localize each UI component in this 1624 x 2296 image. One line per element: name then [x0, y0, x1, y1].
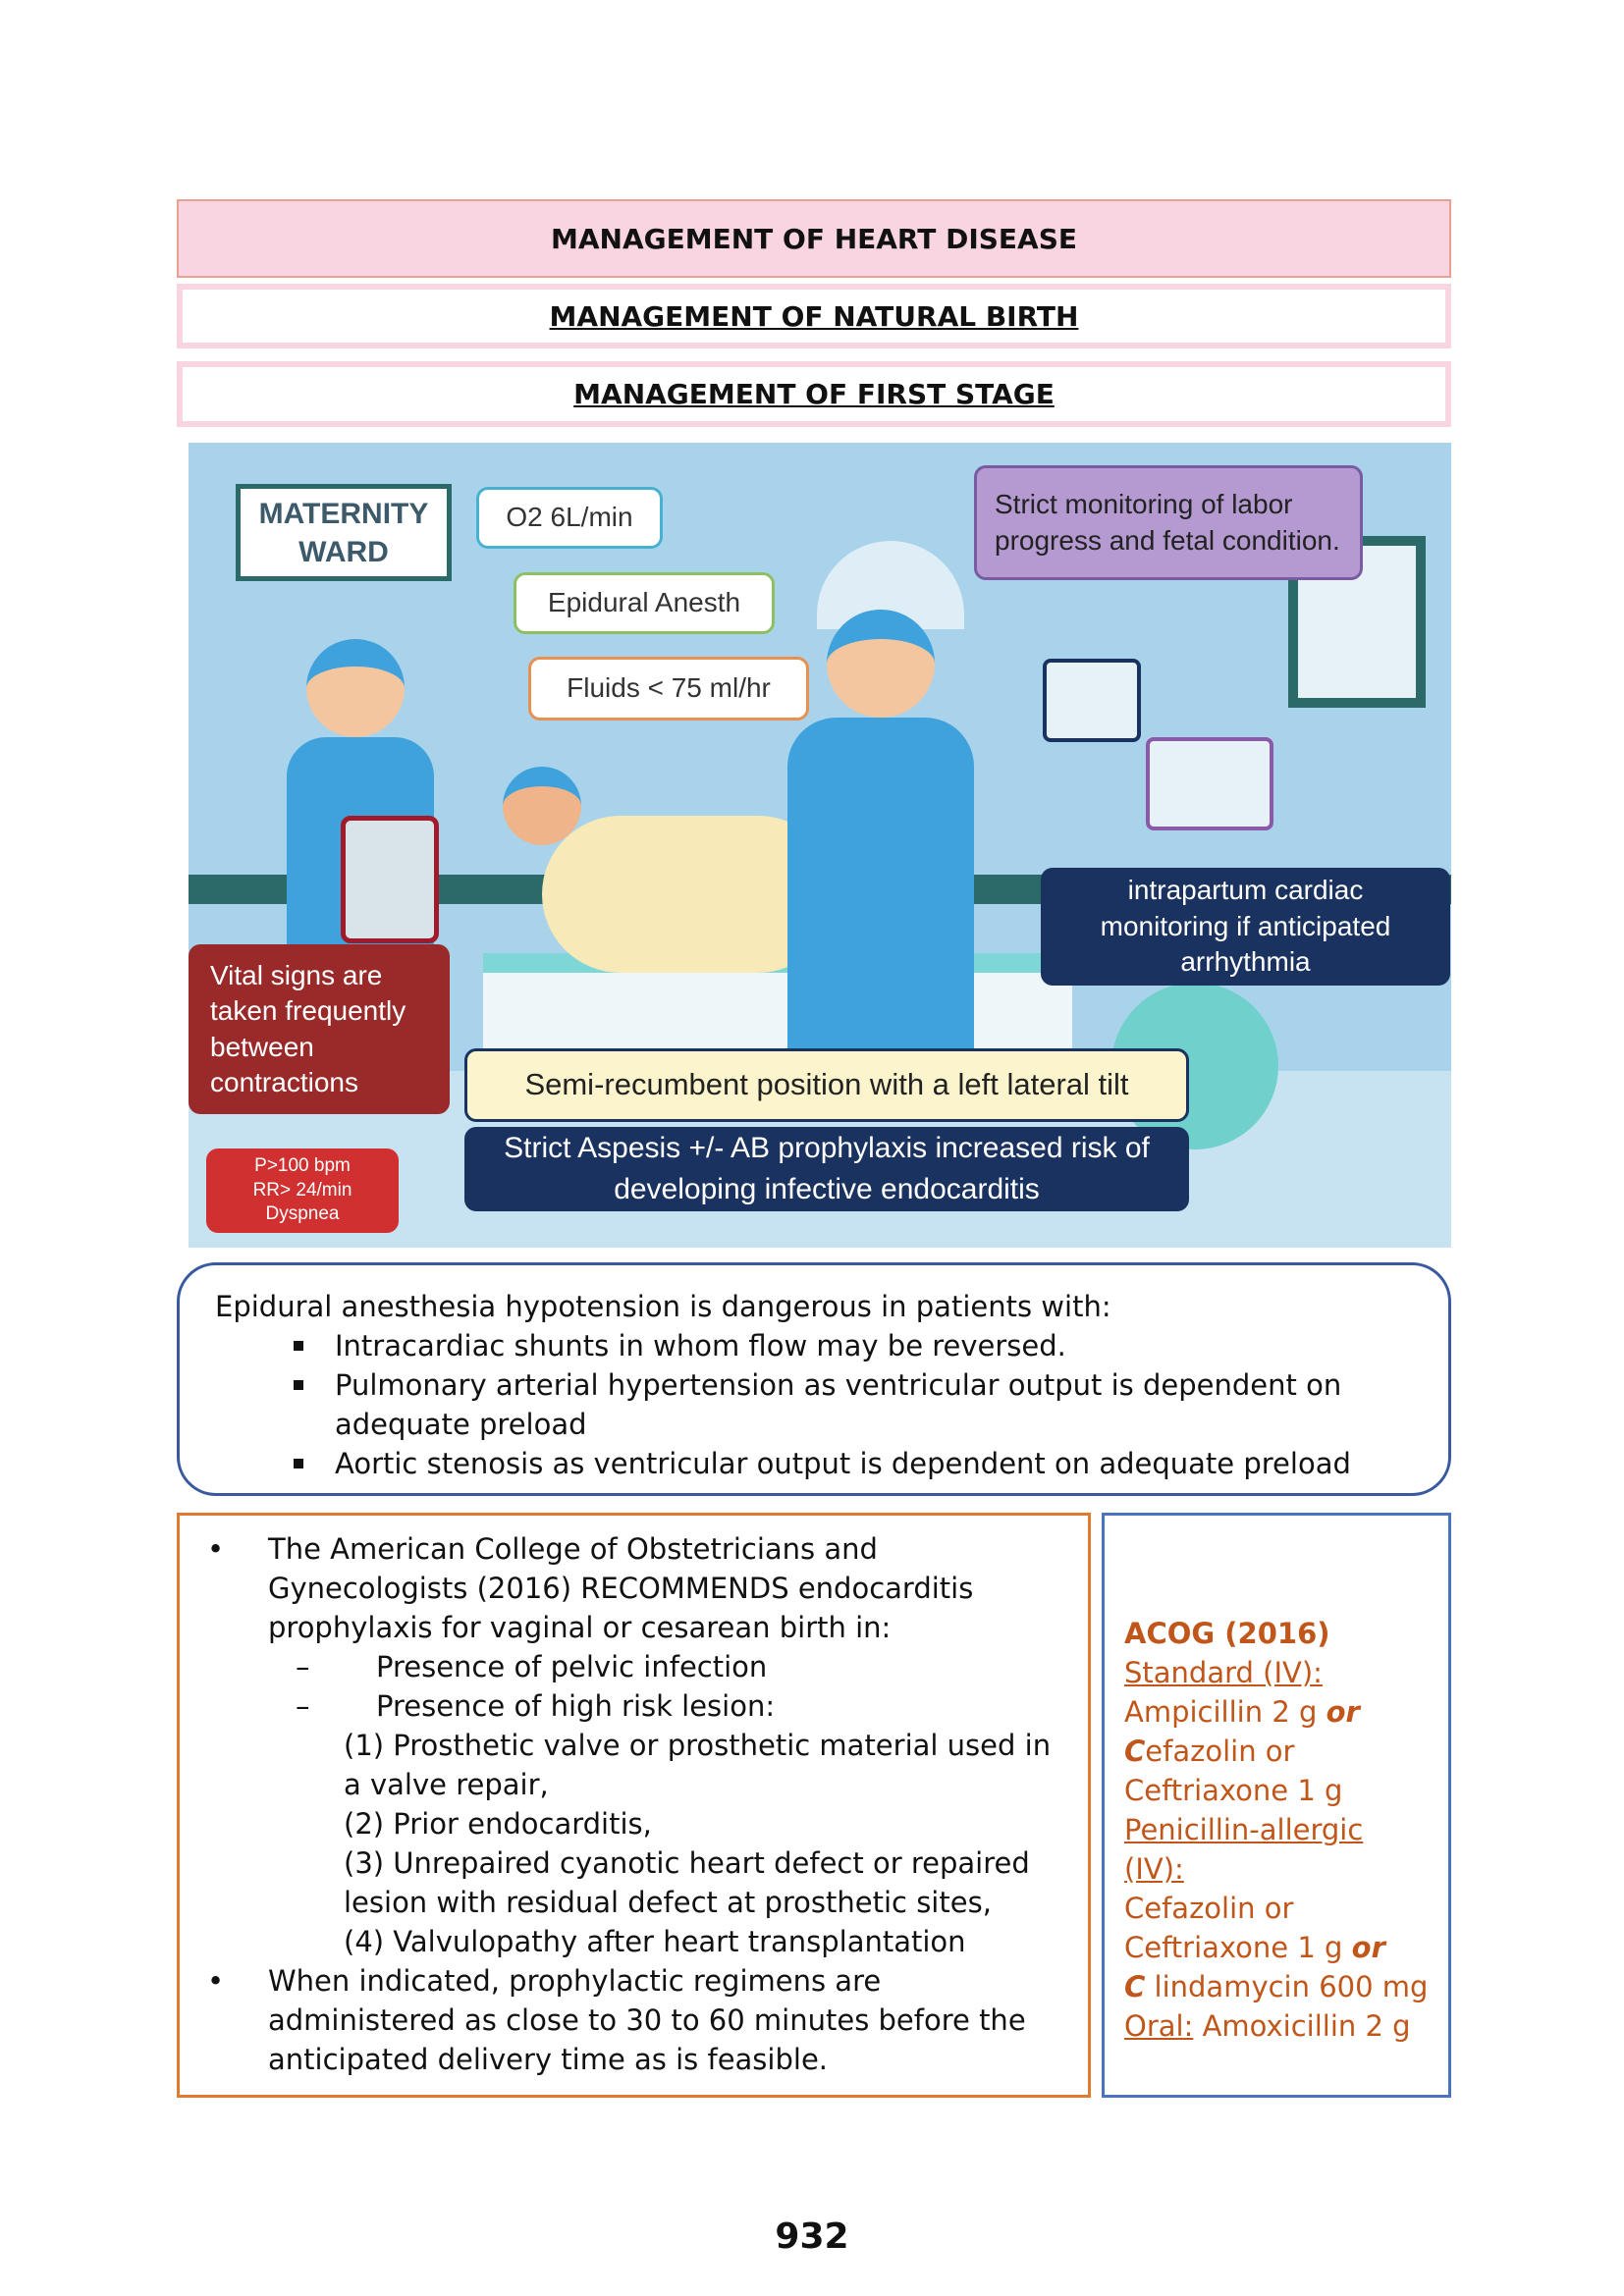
ecg-monitor-icon	[1043, 659, 1141, 742]
list-item: Pulmonary arterial hypertension as ventricular output is dependent on adequate preload	[294, 1365, 1413, 1444]
lesion-item: (2) Prior endocarditis,	[344, 1807, 652, 1841]
section-header: MANAGEMENT OF NATURAL BIRTH	[177, 284, 1451, 348]
labor-ward-illustration	[189, 443, 1451, 1248]
regimen-line	[1124, 1732, 1431, 1771]
drug-initial: C	[1124, 1735, 1146, 1768]
tablet	[341, 816, 439, 943]
fluids-label: Fluids < 75 ml/hr	[528, 657, 809, 721]
regimen-line: Cefazolin or	[1124, 1892, 1294, 1925]
regimen-line	[1124, 1928, 1431, 1967]
condition-text: Presence of pelvic infection	[376, 1650, 768, 1683]
regimen-line: Ceftriaxone 1 g	[1124, 1774, 1343, 1807]
lesion-item: (1) Prosthetic valve or prosthetic material used in a valve repair,	[344, 1729, 1052, 1801]
list-item: Aortic stenosis as ventricular output is dependent on adequate preload	[294, 1444, 1413, 1483]
oral-heading: Oral:	[1124, 2009, 1194, 2043]
warning-signs-box	[206, 1148, 399, 1233]
drug-initial: C	[1124, 1970, 1146, 2003]
allergic-heading: Penicillin-allergic (IV):	[1124, 1813, 1364, 1886]
regimen-line	[1124, 1692, 1431, 1732]
condition-high-risk	[199, 1686, 1068, 1726]
list-item: Intracardiac shunts in whom flow may be reversed.	[294, 1326, 1413, 1365]
cardiac-monitoring-label: intrapartum cardiac monitoring if anticipated arrhythmia	[1041, 868, 1450, 986]
regimen-title: ACOG (2016)	[1124, 1617, 1330, 1650]
or-text: or	[1351, 1931, 1385, 1964]
or-text: or	[1326, 1695, 1360, 1729]
o2-label: O2 6L/min	[476, 487, 663, 549]
dash-marker: –	[296, 1689, 310, 1723]
lesion-item: (4) Valvulopathy after heart transplantation	[344, 1925, 966, 1958]
doctor-body	[787, 718, 974, 1091]
acog-regimen-box	[1102, 1513, 1451, 2098]
page-number: 932	[775, 2216, 849, 2257]
drug-text: lindamycin 600 mg	[1145, 1970, 1429, 2003]
doctor-head	[827, 610, 935, 718]
epidural-hypotension-box	[177, 1262, 1451, 1496]
recommendation-text: • The American College of Obstetricians and Gynecologists (2016) RECOMMENDS endocarditis prophylaxis for vaginal or cesarean birth in:	[199, 1529, 1068, 1647]
drug-text: Ampicillin 2 g	[1124, 1695, 1326, 1729]
drug-text: Ceftriaxone 1 g	[1124, 1931, 1352, 1964]
vital-signs-label: Vital signs are taken frequently between contractions	[189, 944, 450, 1114]
position-label: Semi-recumbent position with a left lateral tilt	[464, 1048, 1189, 1122]
fetal-monitor-icon	[1146, 737, 1273, 830]
asepsis-label: Strict Aspesis +/- AB prophylaxis increased risk of developing infective endocarditis	[464, 1127, 1189, 1211]
subsection-header: MANAGEMENT OF FIRST STAGE	[177, 361, 1451, 427]
warning-dyspnea: Dyspnea	[265, 1203, 340, 1225]
regimen-line	[1124, 2006, 1431, 2046]
drug-text: efazolin or	[1145, 1735, 1295, 1768]
dash-marker: –	[296, 1650, 310, 1683]
lesion-item: (3) Unrepaired cyanotic heart defect or repaired lesion with residual defect at prosthetic sites,	[344, 1846, 1030, 1919]
standard-heading: Standard (IV):	[1124, 1656, 1323, 1689]
epidural-intro: Epidural anesthesia hypotension is dangerous in patients with:	[215, 1290, 1111, 1323]
acog-recommendations-box	[177, 1513, 1091, 2098]
warning-rr: RR> 24/min	[252, 1179, 352, 1201]
drug-text: Amoxicillin 2 g	[1193, 2009, 1411, 2043]
nurse-figure	[306, 639, 405, 737]
chapter-header: MANAGEMENT OF HEART DISEASE	[177, 199, 1451, 278]
patient-head	[503, 767, 581, 845]
regimen-line	[1124, 1967, 1431, 2006]
epidural-label: Epidural Anesth	[514, 572, 775, 634]
warning-pulse: P>100 bpm	[254, 1154, 351, 1176]
timing-text: • When indicated, prophylactic regimens are administered as close to 30 to 60 minutes before the anticipated delivery time as is feasible.	[199, 1961, 1068, 2079]
condition-pelvic-infection	[199, 1647, 1068, 1686]
monitoring-label: Strict monitoring of labor progress and fetal condition.	[974, 465, 1363, 580]
maternity-ward-sign: MATERNITY WARD	[236, 484, 452, 581]
condition-text: Presence of high risk lesion:	[376, 1689, 776, 1723]
